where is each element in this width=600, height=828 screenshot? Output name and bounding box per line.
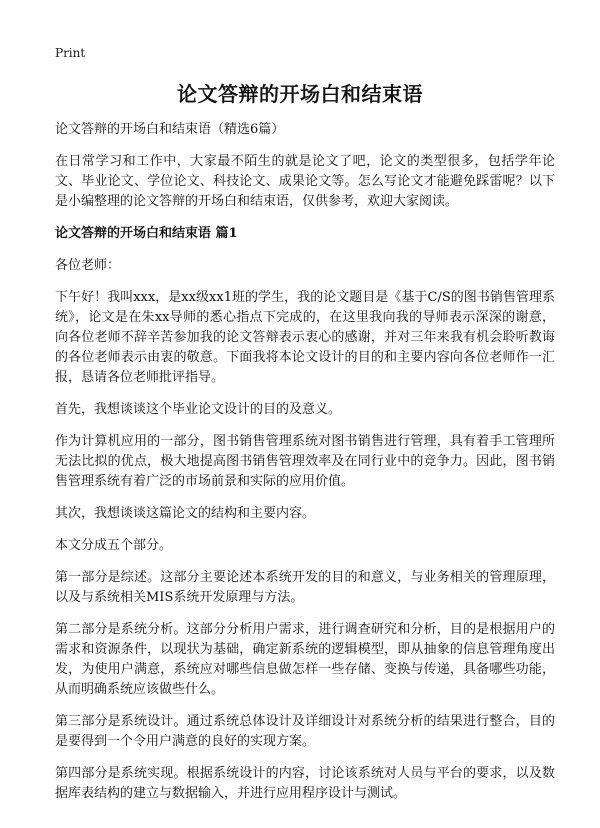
paragraph: 其次，我想谈谈这篇论文的结构和主要内容。 — [55, 506, 316, 521]
intro-paragraph: 在日常学习和工作中，大家最不陌生的就是论文了吧，论文的类型很多，包括学年论文、毕业论文、学位论文、科技论文、成果论文等。怎么写论文才能避免踩雷呢？以下是小编整理的论文答辩的开场白和结束语，仅供参考，欢迎大家阅读。 — [55, 154, 555, 209]
paragraph: 下午好！我叫xxx，是xx级xx1班的学生，我的论文题目是《基于C/S的图书销售管理系统》，论文是在朱xx导师的悉心指点下完成的，在这里我向我的导师表示深深的谢意，向各位老师不辞辛苦参加我的论文答辩表示衷心的感谢，并对三年来我有机会聆听教诲的各位老师表示由衷的敬意。下面我将本论文设计的目的和主要内容向各位老师作一汇报，恳请各位老师批评指导。 — [55, 290, 555, 385]
paragraph: 第四部分是系统实现。根据系统设计的内容，讨论该系统对人员与平台的要求，以及数据库表结构的建立与数据输入，并进行应用程序设计与测试。 — [55, 766, 555, 801]
article-subtitle: 论文答辩的开场白和结束语（精选6篇） — [55, 122, 285, 137]
paragraph: 第三部分是系统设计。通过系统总体设计及详细设计对系统分析的结果进行整合，目的是要得到一个令用户满意的良好的实现方案。 — [55, 714, 555, 749]
page-title: 论文答辩的开场白和结束语 — [177, 82, 423, 106]
print-link[interactable]: Print — [55, 46, 86, 60]
paragraph: 作为计算机应用的一部分，图书销售管理系统对图书销售进行管理，具有着手工管理所无法比拟的优点，极大地提高图书销售管理效率及在同行业中的竞争力。因此，图书销售管理系统有着广泛的市场前景和实际的应用价值。 — [55, 434, 555, 489]
salutation: 各位老师： — [55, 258, 121, 273]
section-heading: 论文答辩的开场白和结束语 篇1 — [55, 226, 238, 241]
article-body — [55, 120, 555, 816]
paragraph: 第一部分是综述。这部分主要论述本系统开发的目的和意义，与业务相关的管理原理，以及与系统相关MIS系统开发原理与方法。 — [55, 570, 555, 605]
paragraph: 首先，我想谈谈这个毕业论文设计的目的及意义。 — [55, 402, 342, 417]
paragraph: 本文分成五个部分。 — [55, 538, 173, 553]
paragraph: 第二部分是系统分析。这部分分析用户需求，进行调查研究和分析，目的是根据用户的需求和资源条件，以现状为基础，确定新系统的逻辑模型，即从抽象的信息管理角度出发，为使用户满意，系统应对哪些信息做怎样一些存储、变换与传递，具备哪些功能，从而明确系统应该做些什么。 — [55, 622, 555, 697]
